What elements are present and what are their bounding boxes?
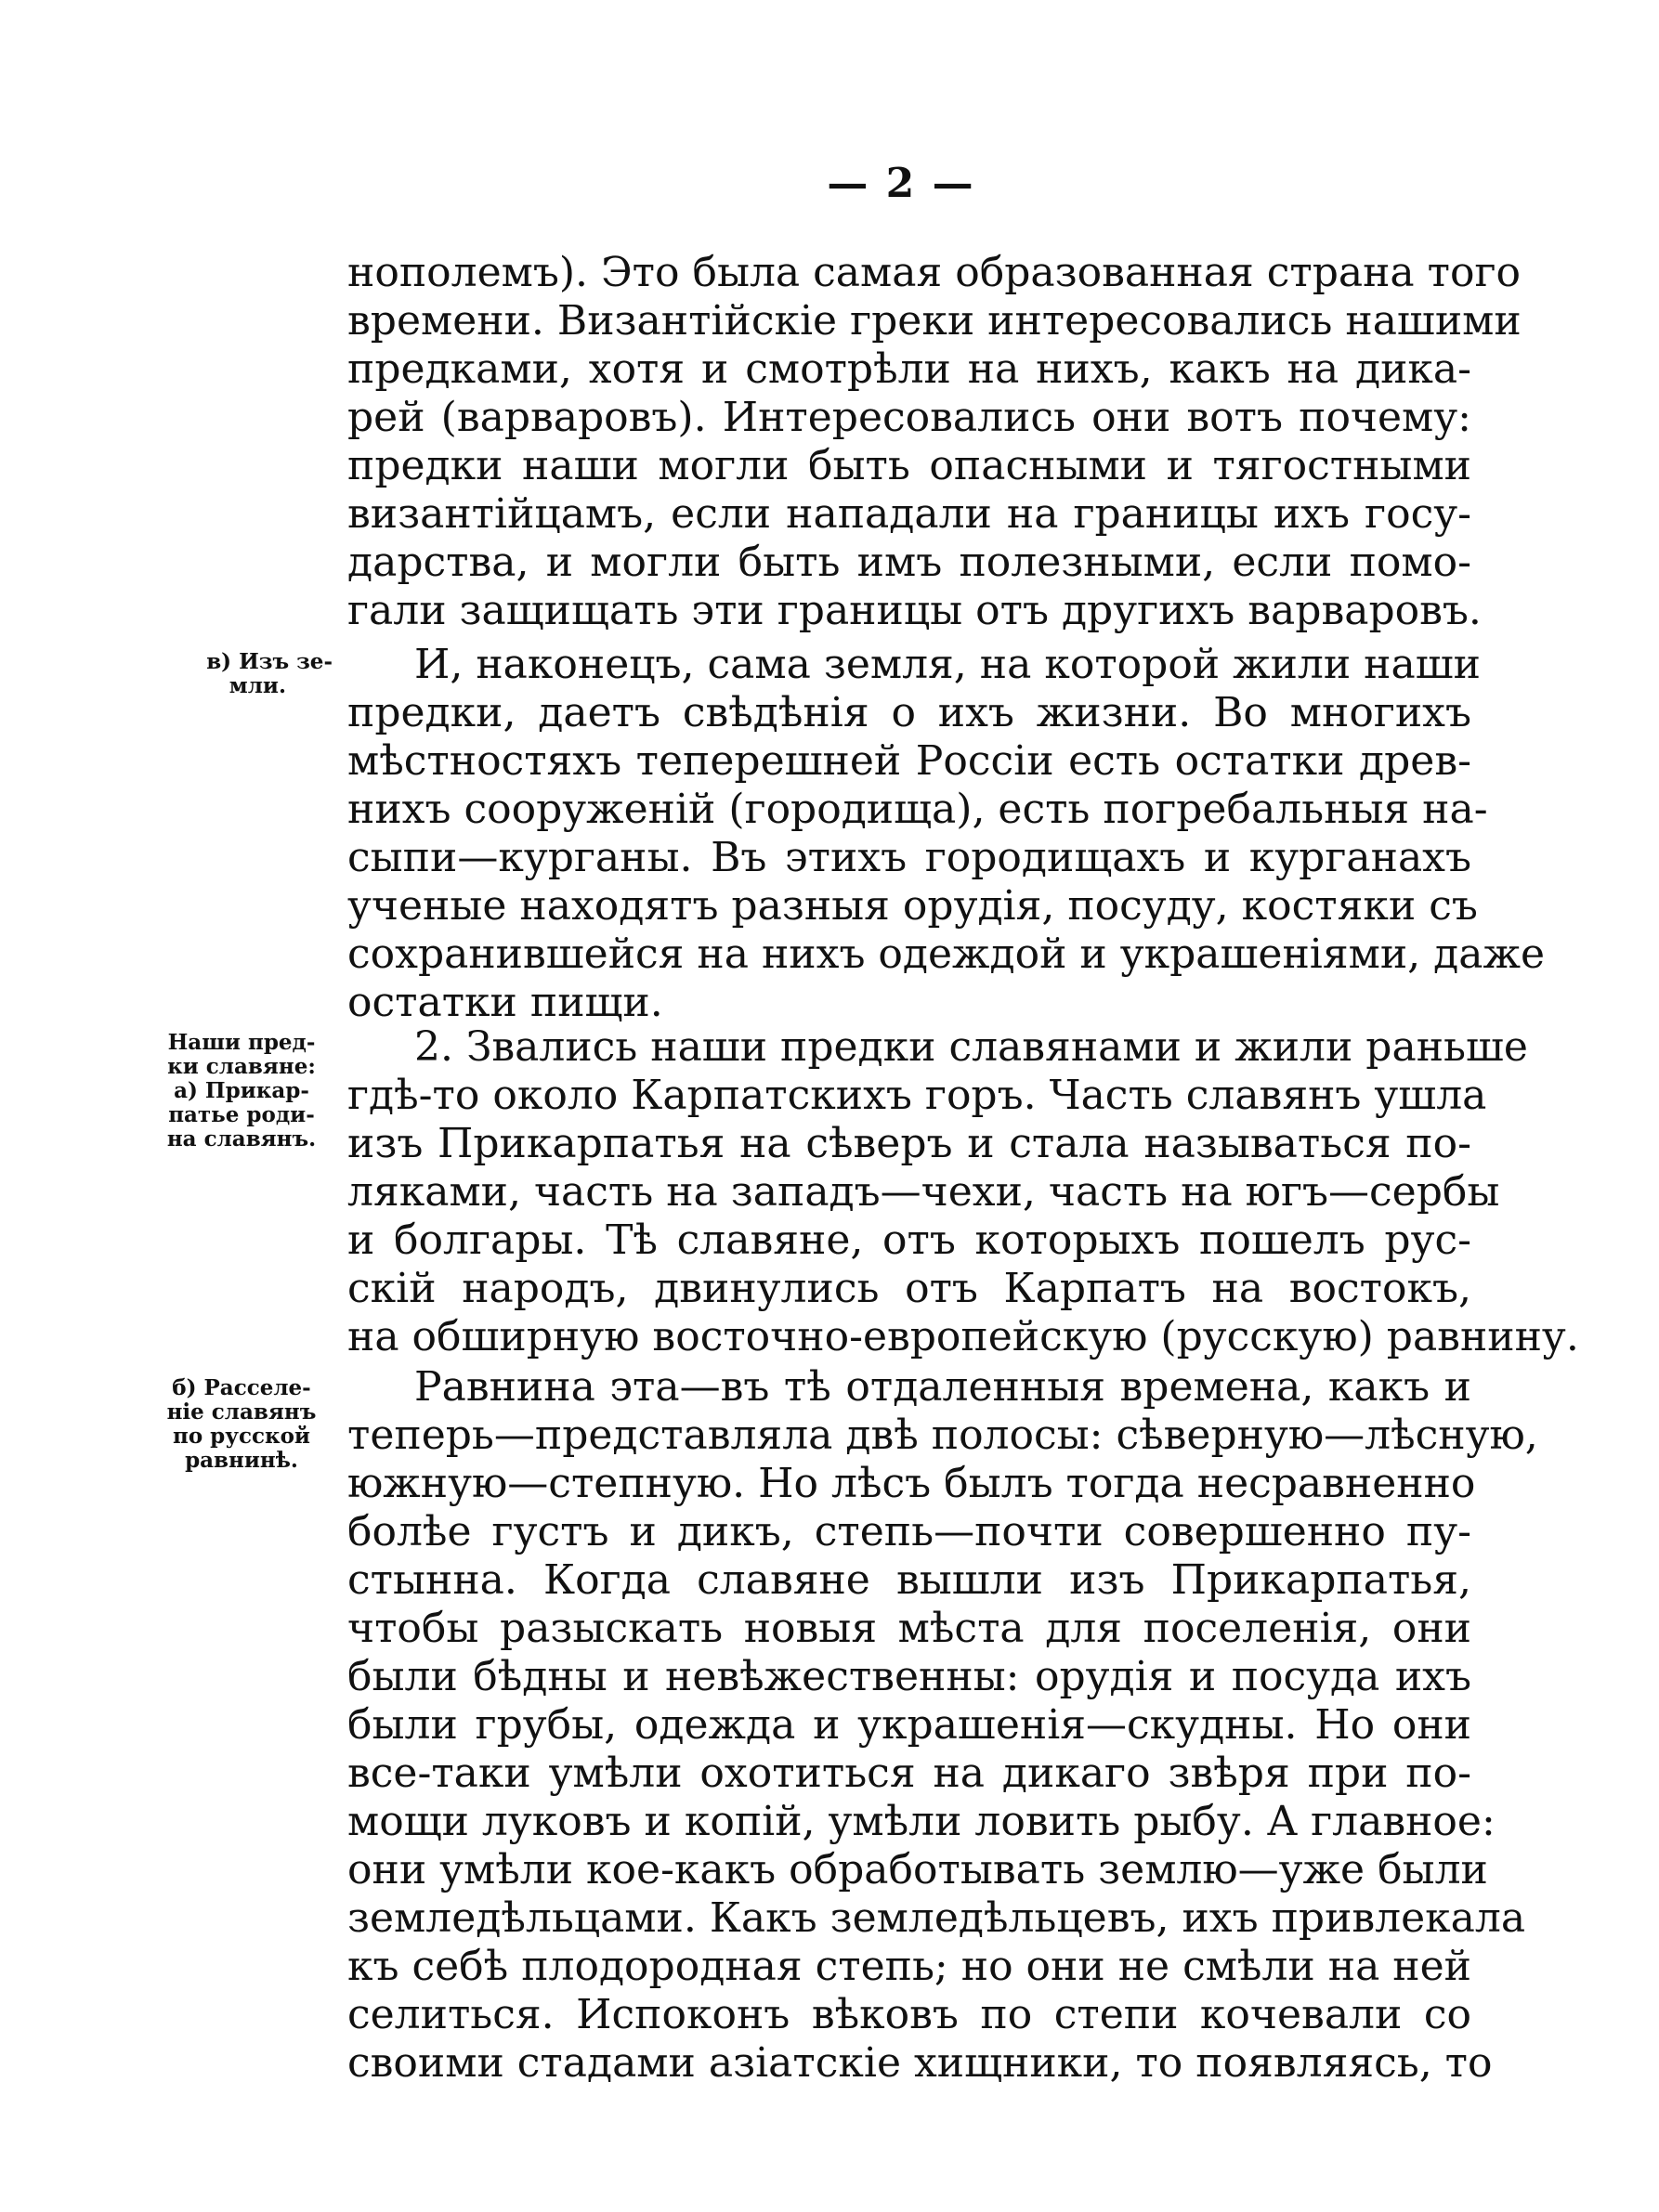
text-line: земледѣльцами. Какъ земледѣльцевъ, ихъ привлекала (347, 1894, 1526, 1942)
text-line: были бѣдны и невѣжественны: орудія и посуда ихъ (347, 1653, 1471, 1700)
text-line: 2. Звались наши предки славянами и жили раньше (414, 1023, 1528, 1071)
margin-note-line: ніе славянъ (166, 1399, 317, 1425)
margin-note-line: ки славяне: (167, 1054, 316, 1079)
text-line: дарства, и могли быть имъ полезными, если помо- (347, 539, 1471, 586)
page-number: — 2 — (827, 160, 975, 207)
margin-note-line: Наши пред- (167, 1030, 316, 1055)
text-line: стынна. Когда славяне вышли изъ Прикарпатья, (347, 1556, 1471, 1604)
text-line: остатки пищи. (347, 979, 663, 1026)
margin-note-line: равнинѣ. (185, 1448, 298, 1473)
margin-note-line: б) Расселе- (172, 1375, 311, 1400)
margin-note-line: по русской (172, 1424, 310, 1449)
text-line: ученые находятъ разныя орудія, посуду, костяки съ (347, 882, 1478, 930)
text-line: нихъ сооруженій (городища), есть погребальныя на- (347, 786, 1488, 833)
text-line: селиться. Испоконъ вѣковъ по степи кочевали со (347, 1991, 1471, 2038)
text-line: болѣе густъ и дикъ, степь—почти совершенно пу- (347, 1508, 1471, 1555)
paragraph-1 (347, 249, 1522, 635)
text-line: мощи луковъ и копій, умѣли ловить рыбу. А главное: (347, 1798, 1496, 1845)
text-line: сыпи—курганы. Въ этихъ городищахъ и курганахъ (347, 834, 1471, 881)
text-line: гдѣ-то около Карпатскихъ горъ. Часть славянъ ушла (347, 1072, 1487, 1119)
margin-note-line: на славянъ. (166, 1126, 317, 1152)
text-line: своими стадами азіатскіе хищники, то появляясь, то (347, 2039, 1493, 2087)
text-line: И, наконецъ, сама земля, на которой жили наши (414, 641, 1481, 688)
text-line: нополемъ). Это была самая образованная страна того (347, 249, 1522, 296)
paragraph-2 (347, 641, 1545, 1027)
text-line: они умѣли кое-какъ обработывать землю—уже были (347, 1846, 1488, 1893)
margin-note-line: в) Изъ зе- (206, 649, 333, 674)
margin-note-line: патье роди- (168, 1102, 315, 1127)
text-line: византійцамъ, если нападали на границы ихъ госу- (347, 490, 1471, 538)
text-line: чтобы разыскать новыя мѣста для поселенія, они (347, 1605, 1471, 1652)
text-line: предками, хотя и смотрѣли на нихъ, какъ на дика- (347, 345, 1471, 393)
text-line: сохранившейся на нихъ одеждой и украшеніями, даже (347, 930, 1545, 978)
text-line: времени. Византійскіе греки интересовались нашими (347, 297, 1522, 345)
text-line: на обширную восточно-европейскую (русскую) равнину. (347, 1313, 1579, 1360)
text-line: и болгары. Тѣ славяне, отъ которыхъ пошелъ рус- (347, 1217, 1471, 1264)
paragraph-4 (347, 1363, 1538, 2088)
text-line: предки наши могли быть опасными и тягостными (347, 442, 1471, 489)
text-line: рей (варваровъ). Интересовались они вотъ почему: (347, 394, 1471, 441)
text-line: теперь—представляла двѣ полосы: сѣверную—лѣсную, (347, 1412, 1538, 1459)
text-line: ляками, часть на западъ—чехи, часть на югъ—сербы (347, 1168, 1500, 1216)
text-line: изъ Прикарпатья на сѣверъ и стала называться по- (347, 1120, 1471, 1167)
text-line: гали защищать эти границы отъ другихъ варваровъ. (347, 587, 1482, 634)
margin-note-slavic-ancestors (149, 1031, 334, 1152)
margin-note-line: мли. (229, 673, 286, 698)
text-line: мѣстностяхъ теперешней Россіи есть остатки древ- (347, 737, 1471, 785)
paragraph-3 (347, 1023, 1579, 1361)
text-line: все-таки умѣли охотиться на дикаго звѣря при по- (347, 1750, 1471, 1797)
text-line: къ себѣ плодородная степь; но они не смѣли на ней (347, 1943, 1471, 1990)
text-line: южную—степную. Но лѣсъ былъ тогда несравненно (347, 1460, 1476, 1507)
text-line: были грубы, одежда и украшенія—скудны. Но они (347, 1701, 1471, 1749)
margin-note-from-land (156, 650, 333, 698)
margin-note-line: а) Прикар- (174, 1078, 309, 1103)
text-line: предки, даетъ свѣдѣнія о ихъ жизни. Во многихъ (347, 689, 1471, 736)
text-line: Равнина эта—въ тѣ отдаленныя времена, какъ и (414, 1363, 1471, 1411)
text-line: скій народъ, двинулись отъ Карпатъ на востокъ, (347, 1265, 1471, 1312)
margin-note-settlement (149, 1376, 334, 1473)
